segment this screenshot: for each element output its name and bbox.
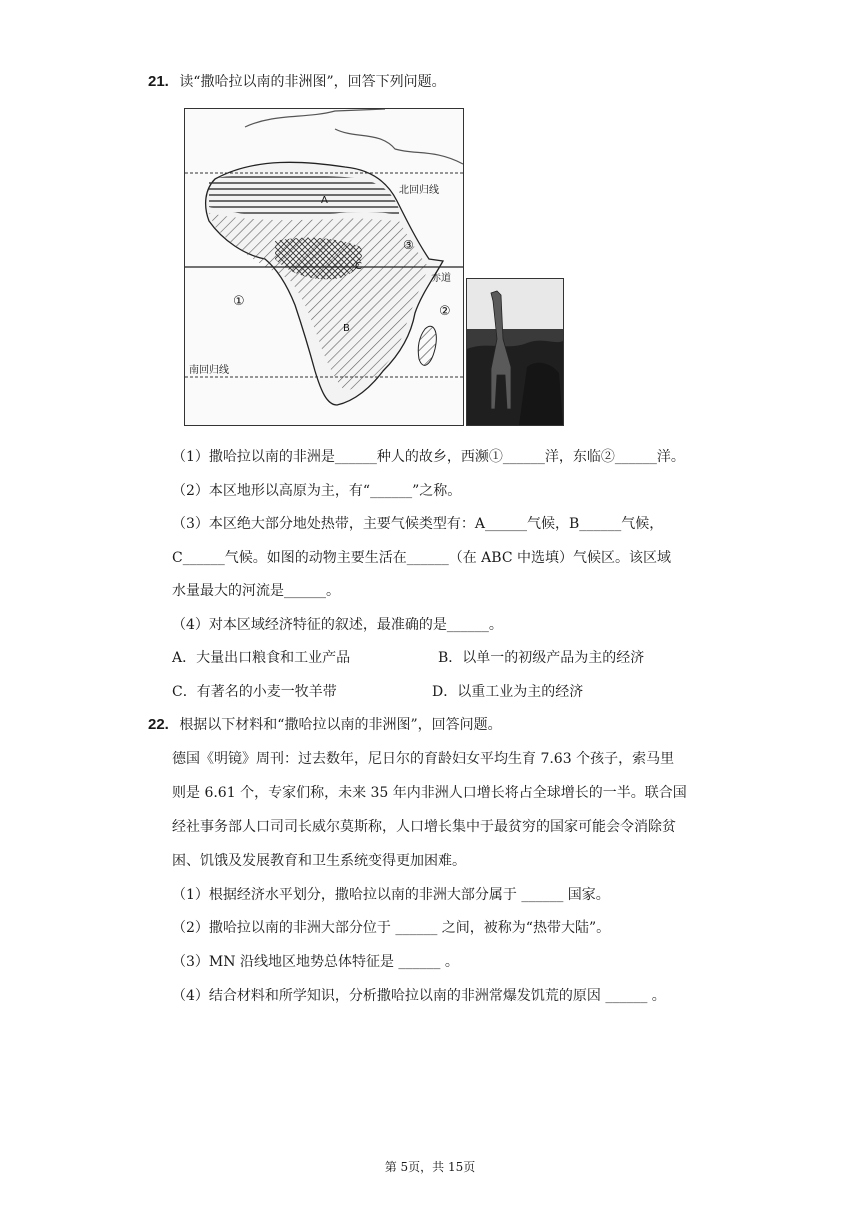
map-label-north-tropic: 北回归线 <box>399 185 439 196</box>
giraffe-photo <box>466 278 564 426</box>
q22-sub2: （2）撒哈拉以南的非洲大部分位于 ______ 之间，被称为“热带大陆”。 <box>172 920 611 936</box>
map-label-ocean-2: ② <box>439 304 451 319</box>
q22-material-line1: 德国《明镜》周刊：过去数年，尼日尔的育龄妇女平均生育 7.63 个孩子，索马里 <box>172 751 675 767</box>
madagascar <box>418 326 436 365</box>
q21-sub2: （2）本区地形以高原为主，有“______”之称。 <box>172 483 462 499</box>
giraffe-image <box>467 279 563 425</box>
europe-coast <box>245 109 463 164</box>
map-label-equator: 赤道 <box>431 273 451 284</box>
q22-sub1: （1）根据经济水平划分，撒哈拉以南的非洲大部分属于 ______ 国家。 <box>172 887 610 903</box>
q21-sub4: （4）对本区域经济特征的叙述，最准确的是______。 <box>172 617 503 633</box>
q22-number: 22. <box>148 716 169 733</box>
q21-sub1: （1）撒哈拉以南的非洲是______种人的故乡，西濒①______洋，东临②______洋。 <box>172 449 685 465</box>
map-label-ocean-1: ① <box>233 294 245 309</box>
q22-stem: 根据以下材料和“撒哈拉以南的非洲图”，回答问题。 <box>179 717 502 733</box>
q21-sub3-line1: （3）本区绝大部分地处热带，主要气候类型有：A______气候，B______气候， <box>172 516 664 532</box>
q21-sub3-line2: C______气候。如图的动物主要生活在______（在 ABC 中选填）气候区。该区域 <box>172 550 671 566</box>
q21-sub3-line3: 水量最大的河流是______。 <box>172 583 340 599</box>
map-label-south-tropic: 南回归线 <box>189 365 229 376</box>
q21-option-c: C．有著名的小麦一牧羊带 <box>172 684 337 700</box>
page-footer: 第 5页，共 15页 <box>384 1160 476 1174</box>
map-label-3: ③ <box>403 238 414 252</box>
q21-stem: 读“撒哈拉以南的非洲图”，回答下列问题。 <box>179 74 446 90</box>
q22-sub3: （3）MN 沿线地区地势总体特征是 ______ 。 <box>172 954 459 970</box>
q21-header <box>148 72 446 92</box>
q21-option-b: B．以单一的初级产品为主的经济 <box>438 650 645 666</box>
map-label-a: A <box>321 195 328 206</box>
africa-map-figure <box>184 108 464 426</box>
africa-map <box>185 109 463 425</box>
q22-material-line2: 则是 6.61 个，专家们称，未来 35 年内非洲人口增长将占全球增长的一半。联合国 <box>172 785 687 801</box>
q22-sub4: （4）结合材料和所学知识，分析撒哈拉以南的非洲常爆发饥荒的原因 ______ 。 <box>172 988 666 1004</box>
map-label-c: C <box>355 261 362 272</box>
q21-number: 21. <box>148 73 169 90</box>
q21-option-a: A．大量出口粮食和工业产品 <box>172 650 351 666</box>
q22-material-line3: 经社事务部人口司司长威尔莫斯称，人口增长集中于最贫穷的国家可能会令消除贫 <box>172 819 676 835</box>
q22-material-line4: 困、饥饿及发展教育和卫生系统变得更加困难。 <box>172 853 466 869</box>
q21-option-d: D．以重工业为主的经济 <box>432 684 584 700</box>
q22-header <box>148 715 502 735</box>
map-label-b: B <box>343 323 350 334</box>
